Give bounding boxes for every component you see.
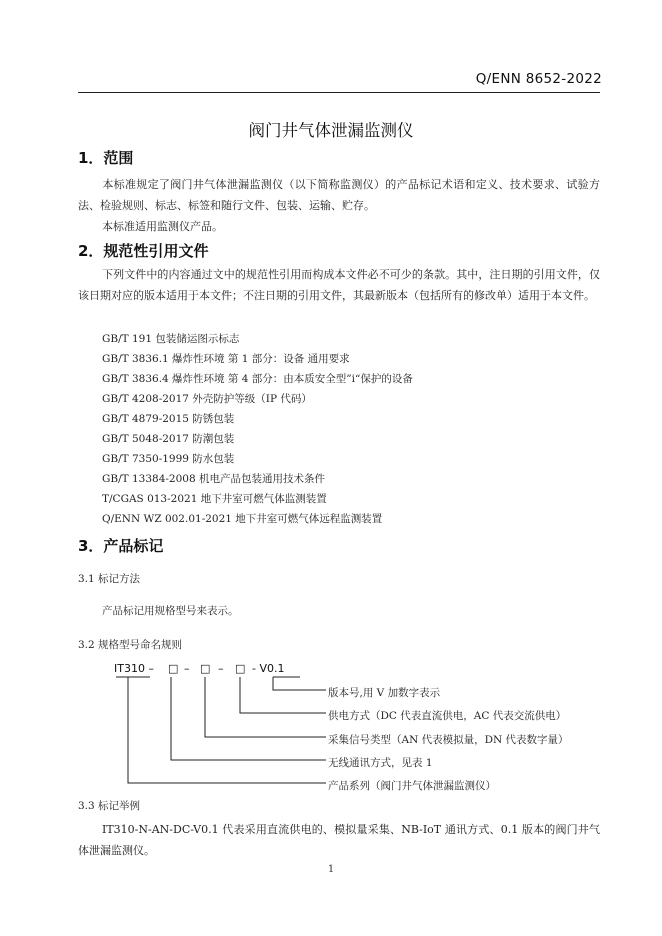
reference-item: GB/T 13384-2008 机电产品包装通用技术条件 [102, 473, 325, 485]
code-box-3: □ [235, 662, 246, 675]
diagram-label-wireless: 无线通讯方式，见表 1 [328, 757, 433, 769]
section-1-text: 本标准规定了阀门井气体泄漏监测仪（以下简称监测仪）的产品标记术语和定义、技术要求、试验方法、检验规则、标志、标签和随行文件、包装、运输、贮存。 [78, 178, 600, 212]
section-2-text: 下列文件中的内容通过文中的规范性引用而构成本文件必不可少的条款。其中，注日期的引用文件，仅该日期对应的版本适用于本文件；不注日期的引用文件，其最新版本（包括所有的修改单）适用于本文件。 [78, 268, 600, 302]
reference-item: GB/T 7350-1999 防水包装 [102, 453, 235, 465]
document-title: 阀门井气体泄漏监测仪 [248, 121, 414, 140]
subsection-3-3-paragraph [78, 819, 600, 861]
section-3-heading: 3．产品标记 [78, 537, 164, 555]
naming-rule-diagram [108, 660, 608, 790]
section-2-paragraph [78, 264, 600, 306]
section-1-scope-text: 本标准适用监测仪产品。 [102, 220, 223, 233]
section-1-paragraph [78, 174, 600, 216]
code-prefix: IT310 – [114, 662, 154, 675]
standard-code: Q/ENN 8652-2022 [475, 71, 602, 87]
code-box-1: □ [168, 662, 179, 675]
page-number: 1 [327, 864, 335, 875]
code-version: - V0.1 [252, 662, 285, 675]
reference-item: Q/ENN WZ 002.01-2021 地下井室可燃气体远程监测装置 [102, 513, 383, 525]
subsection-3-1-text: 产品标记用规格型号来表示。 [102, 605, 239, 617]
code-separator: – [184, 662, 190, 675]
section-1-scope-paragraph [78, 216, 600, 237]
header-rule [78, 92, 600, 93]
section-2-heading: 2．规范性引用文件 [78, 242, 209, 260]
code-box-2: □ [200, 662, 211, 675]
reference-item: GB/T 4208-2017 外壳防护等级（IP 代码） [102, 393, 312, 405]
subsection-3-3-text: IT310-N-AN-DC-V0.1 代表采用直流供电的、模拟量采集、NB-IoT 通讯方式、0.1 版本的阀门井气体泄漏监测仪。 [78, 823, 600, 857]
section-1-heading: 1．范围 [78, 149, 134, 167]
reference-item: GB/T 191 包装储运图示标志 [102, 333, 240, 345]
subsection-3-1: 3.1 标记方法 [78, 573, 141, 585]
reference-item: GB/T 5048-2017 防潮包装 [102, 433, 235, 445]
reference-item: GB/T 3836.1 爆炸性环境 第 1 部分：设备 通用要求 [102, 353, 350, 365]
diagram-label-series: 产品系列（阀门井气体泄漏监测仪） [328, 780, 496, 792]
reference-item: GB/T 4879-2015 防锈包装 [102, 413, 235, 425]
subsection-3-3: 3.3 标记举例 [78, 800, 141, 812]
diagram-label-signal: 采集信号类型（AN 代表模拟量，DN 代表数字量） [328, 734, 569, 746]
reference-item: T/CGAS 013-2021 地下井室可燃气体监测装置 [102, 493, 327, 505]
code-separator: – [218, 662, 224, 675]
diagram-connector-lines [108, 660, 608, 790]
diagram-label-power: 供电方式（DC 代表直流供电，AC 代表交流供电） [328, 710, 567, 722]
reference-item: GB/T 3836.4 爆炸性环境 第 4 部分：由本质安全型”i“保护的设备 [102, 373, 413, 385]
diagram-label-version: 版本号,用 V 加数字表示 [328, 687, 441, 699]
subsection-3-2: 3.2 规格型号命名规则 [78, 639, 183, 651]
